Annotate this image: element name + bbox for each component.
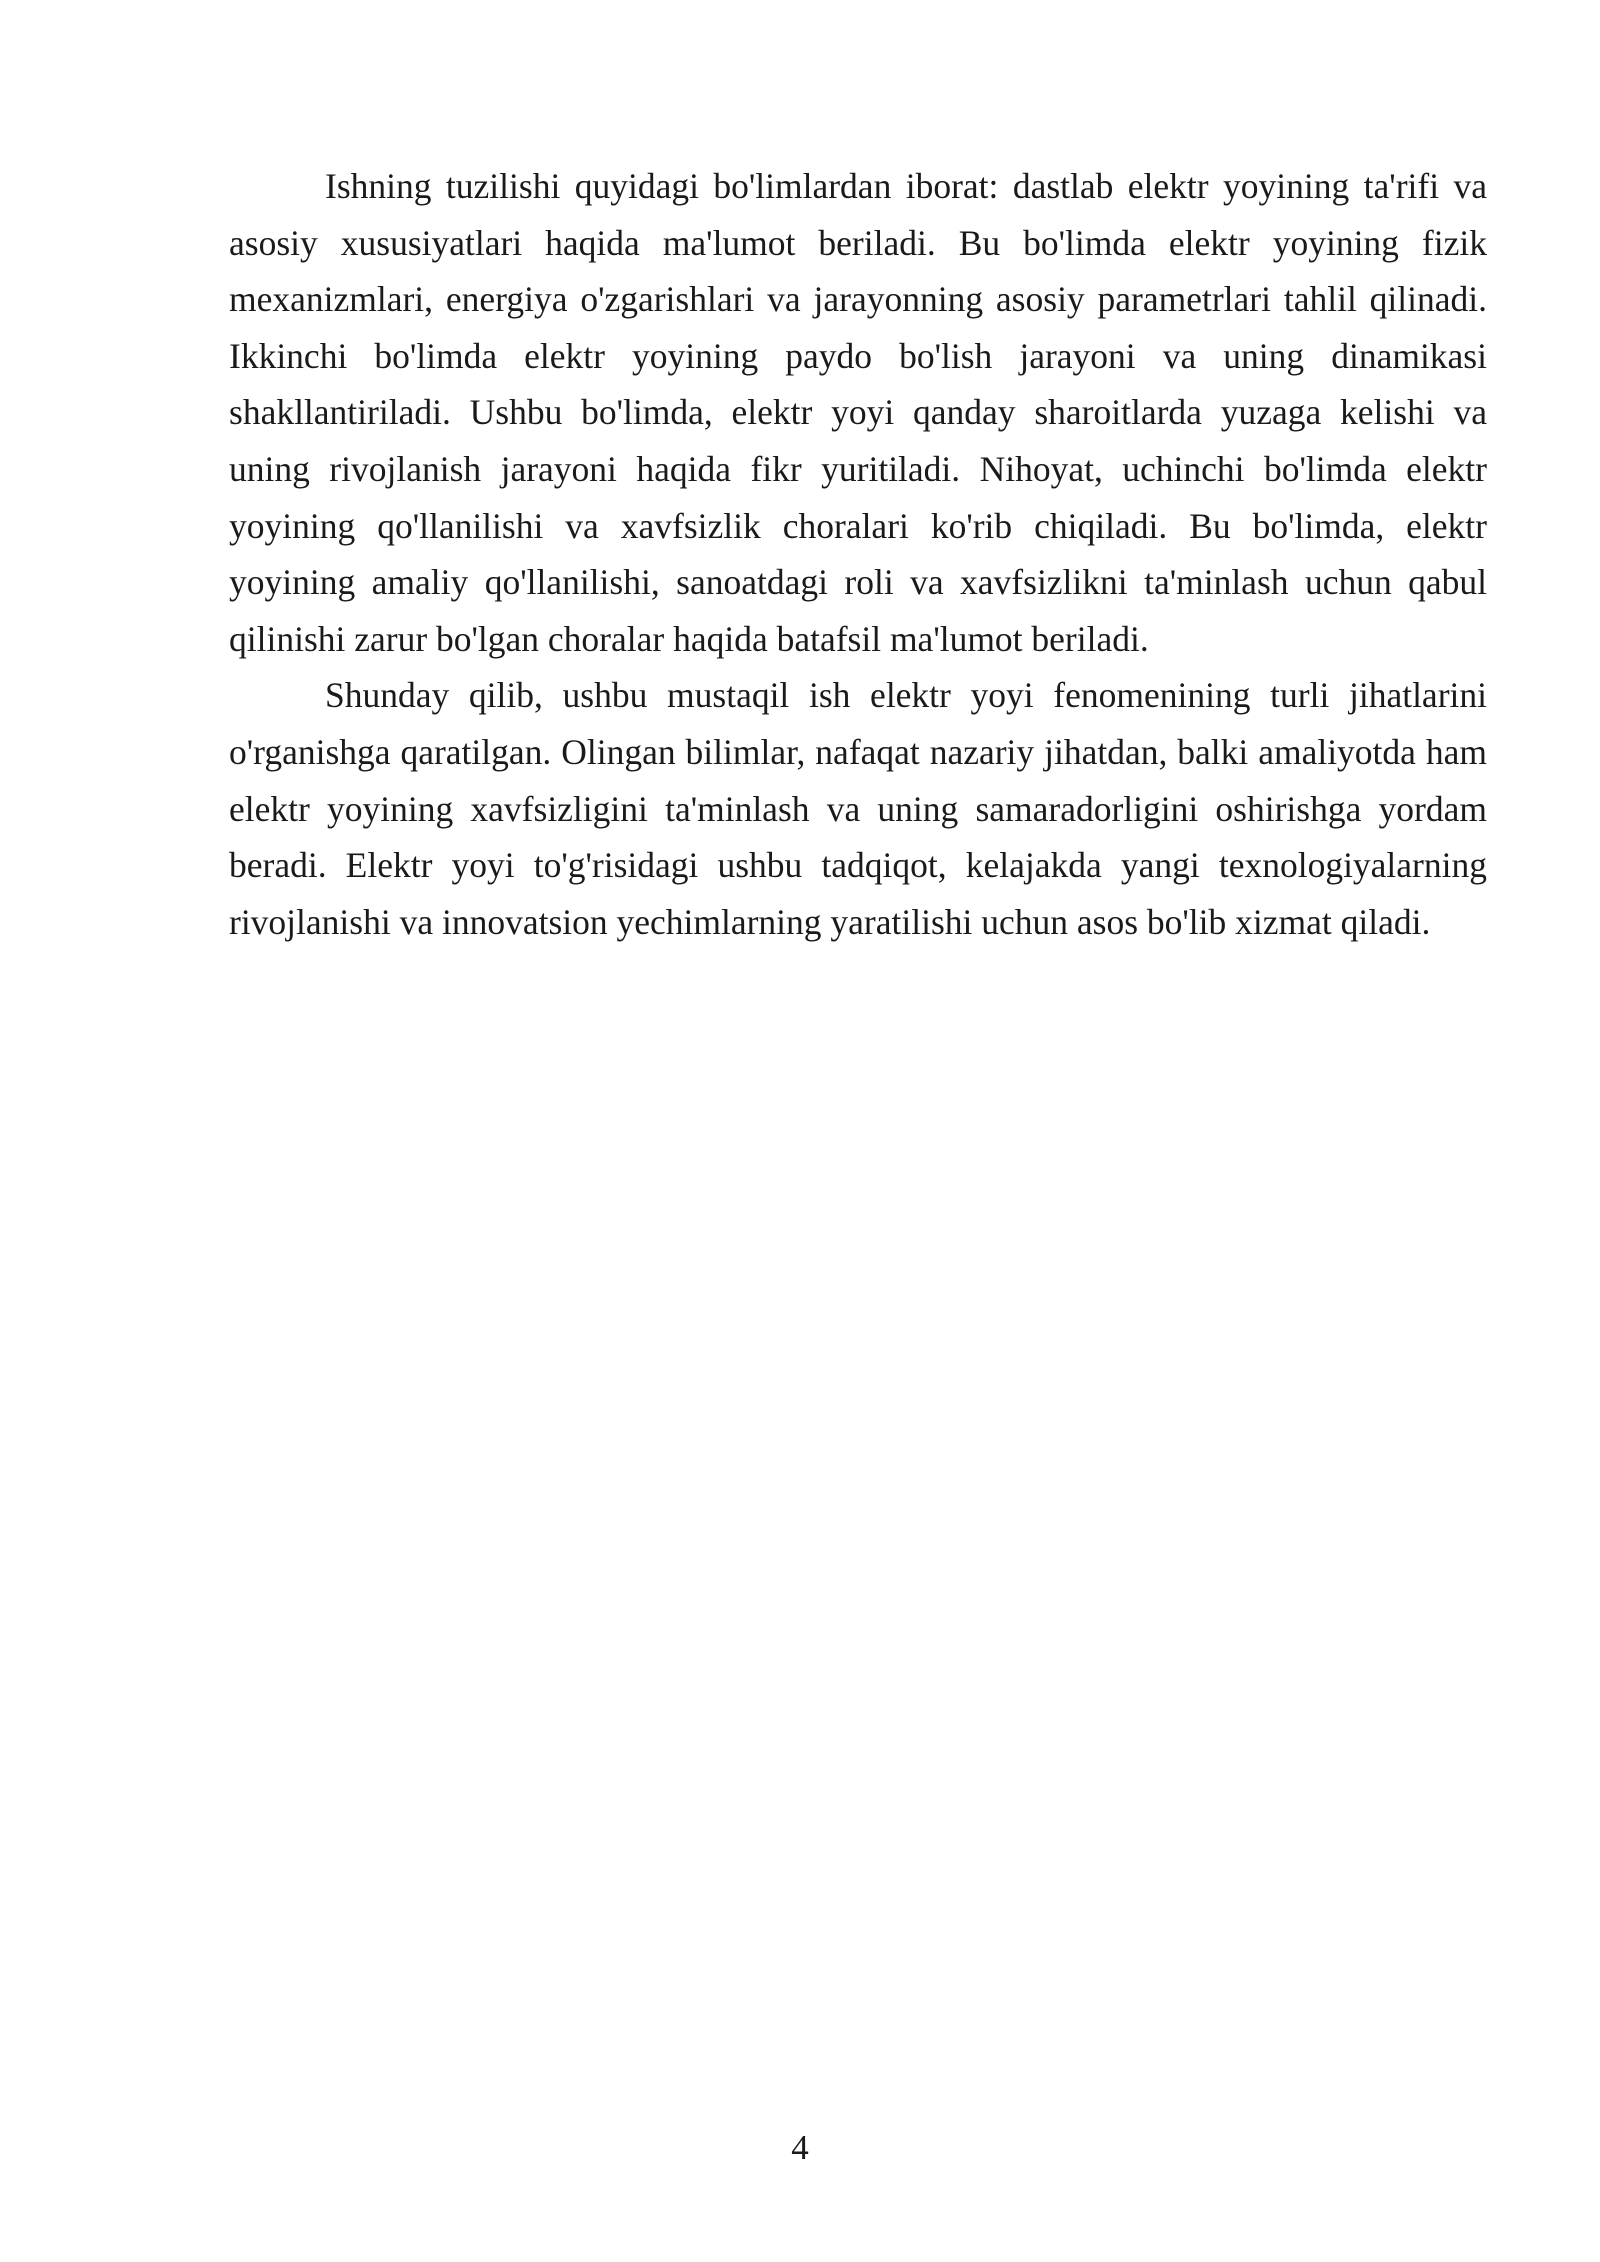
body-text <box>229 158 1487 950</box>
page-number: 4 <box>791 2128 809 2167</box>
paragraph-structure: Ishning tuzilishi quyidagi bo'limlardan iborat: dastlab elektr yoyining ta'rifi va asosiy xususiyatlari haqida ma'lumot beriladi. Bu bo'limda elektr yoyining fizik mexanizmlari, energiya o'zgarishlari va jarayonning asosiy parametrlari tahlil qilinadi. Ikkinchi bo'limda elektr yoyining paydo bo'lish jarayoni va uning dinamikasi shakllantiriladi. Ushbu bo'limda, elektr yoyi qanday sharoitlarda yuzaga kelishi va uning rivojlanish jarayoni haqida fikr yuritiladi. Nihoyat, uchinchi bo'limda elektr yoyining qo'llanilishi va xavfsizlik choralari ko'rib chiqiladi. Bu bo'limda, elektr yoyining amaliy qo'llanilishi, sanoatdagi roli va xavfsizlikni ta'minlash uchun qabul qilinishi zarur bo'lgan choralar haqida batafsil ma'lumot beriladi. <box>229 166 1487 659</box>
paragraph-conclusion: Shunday qilib, ushbu mustaqil ish elektr yoyi fenomenining turli jihatlarini o'rganishga qaratilgan. Olingan bilimlar, nafaqat nazariy jihatdan, balki amaliyotda ham elektr yoyining xavfsizligini ta'minlash va uning samaradorligini oshirishga yordam beradi. Elektr yoyi to'g'risidagi ushbu tadqiqot, kelajakda yangi texnologiyalarning rivojlanishi va innovatsion yechimlarning yaratilishi uchun asos bo'lib xizmat qiladi. <box>229 675 1487 942</box>
